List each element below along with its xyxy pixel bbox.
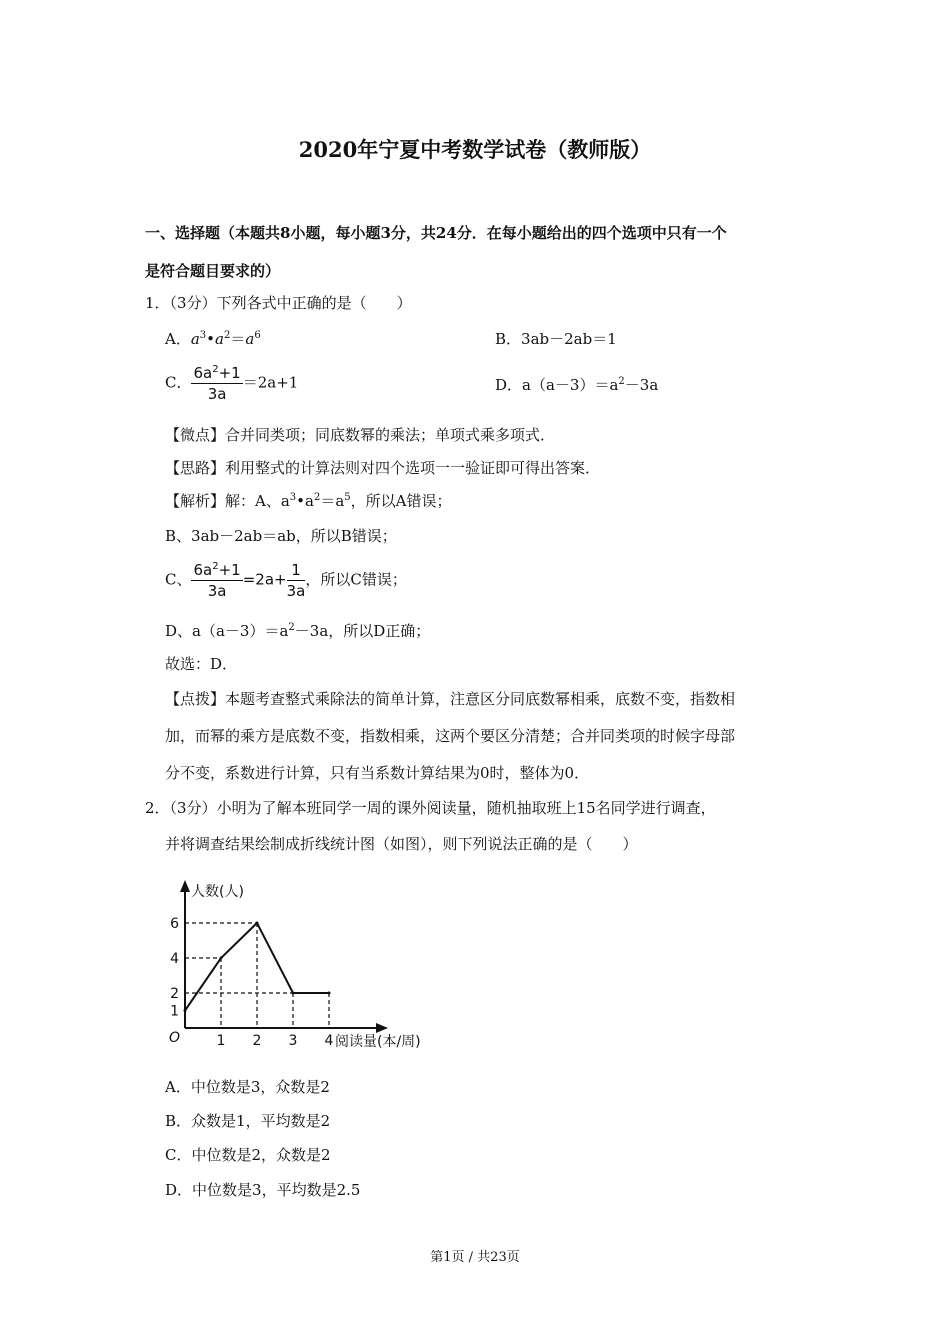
x-tick-label: 4 xyxy=(324,1033,334,1049)
line-chart xyxy=(160,876,460,1056)
series-point xyxy=(256,922,259,925)
q1-option-a xyxy=(165,328,261,349)
q1-option-d-label: D． xyxy=(495,376,523,394)
q2-stem-line2: 并将调查结果绘制成折线统计图（如图），则下列说法正确的是（ ） xyxy=(165,835,638,853)
q1-jiexi-d-pre: D、a（a－3）＝a xyxy=(165,622,289,640)
section-heading-line2: 是符合题目要求的） xyxy=(145,262,281,280)
q1-option-c-num-base: 6a xyxy=(193,364,213,382)
chart-guides xyxy=(185,923,329,1028)
q1-jiexi-c-num-exp: 2 xyxy=(212,561,219,572)
series-point xyxy=(220,957,223,960)
q1-jiexi-a-exp1: 3 xyxy=(289,492,297,503)
q1-jiexi-a-mid1: •a xyxy=(296,492,314,510)
q1-jiexi-c xyxy=(165,561,407,600)
y-tick-label: 4 xyxy=(170,951,179,967)
q1-jiexi-c-denominator1: 3a xyxy=(207,582,227,600)
q1-option-c-label: C． xyxy=(165,373,192,392)
page-title: 2020年宁夏中考数学试卷（教师版） xyxy=(298,137,652,162)
x-tick-label: 2 xyxy=(252,1033,262,1049)
q1-jiexi-c-fraction1 xyxy=(191,561,242,600)
q2-option-b: B．众数是1，平均数是2 xyxy=(165,1112,331,1130)
x-axis-arrow xyxy=(376,1023,388,1033)
q1-option-a-exp2: 2 xyxy=(223,330,231,341)
q1-dianbo-line1: 【点拨】本题考查整式乘除法的简单计算，注意区分同底数幂相乘，底数不变，指数相 xyxy=(165,690,736,708)
q1-option-a-exp1: 3 xyxy=(199,330,207,341)
x-tick-label: 3 xyxy=(288,1033,298,1049)
q1-option-b-label: B． xyxy=(495,330,522,348)
x-axis-label: 阅读量(本/周) xyxy=(335,1034,421,1050)
q1-stem: 1．（3分）下列各式中正确的是（ ） xyxy=(145,294,412,312)
x-tick-label: 1 xyxy=(216,1033,226,1049)
q1-jiexi-d-exp: 2 xyxy=(288,622,295,633)
q1-silu: 【思路】利用整式的计算法则对四个选项一一验证即可得出答案． xyxy=(165,459,601,477)
section-heading-line1: 一、选择题（本题共8小题，每小题3分，共24分．在每小题给出的四个选项中只有一个 xyxy=(145,224,727,242)
q1-option-b-text: 3ab－2ab＝1 xyxy=(521,330,617,348)
series-point xyxy=(328,992,331,995)
q1-jiexi-a-exp3: 5 xyxy=(344,492,351,503)
q1-jiexi-a-post: ，所以A错误； xyxy=(350,492,452,510)
q1-jiexi-d-post: －3a，所以D正确； xyxy=(294,622,431,640)
y-axis-label: 人数(人) xyxy=(191,884,244,900)
q2-option-c: C．中位数是2，众数是2 xyxy=(165,1146,331,1164)
q2-option-d: D．中位数是3，平均数是2.5 xyxy=(165,1181,361,1199)
q1-jiexi-c-numerator2: 1 xyxy=(287,561,306,581)
q1-option-a-eq: ＝ xyxy=(230,330,246,348)
q1-option-a-exp3: 6 xyxy=(254,330,261,341)
q1-option-a-label: A． xyxy=(165,330,191,348)
q1-jiexi-c-label: C、 xyxy=(165,570,192,589)
q1-weidian: 【微点】合并同类项；同底数幂的乘法；单项式乘多项式． xyxy=(165,426,556,444)
series-point xyxy=(292,992,295,995)
q1-jiexi-a-pre: 【解析】解：A、a xyxy=(165,492,290,510)
q1-option-c-rest: ＝2a+1 xyxy=(242,373,299,392)
q1-option-c-numerator xyxy=(191,364,242,384)
q1-option-c-num-exp: 2 xyxy=(212,364,219,375)
y-axis-arrow xyxy=(180,880,190,892)
y-tick-label: 6 xyxy=(170,916,179,932)
q1-jiexi-a-mid2: ＝a xyxy=(320,492,345,510)
y-tick-label: 1 xyxy=(170,1003,179,1020)
q1-jiexi-c-denominator2: 3a xyxy=(286,582,306,600)
q1-option-d-pre: a（a－3）＝a xyxy=(522,376,619,394)
q1-dianbo-line3: 分不变，系数进行计算，只有当系数计算结果为0时，整体为0． xyxy=(165,764,590,782)
q1-option-a-dot: • xyxy=(206,330,216,348)
q1-option-c-denominator: 3a xyxy=(207,385,227,403)
q1-jiexi-a xyxy=(165,490,452,511)
origin-label: O xyxy=(169,1030,181,1046)
page-footer: 第1页 / 共23页 xyxy=(430,1250,520,1265)
q1-jiexi-c-mid: =2a+ xyxy=(242,570,287,589)
q1-answer: 故选：D． xyxy=(165,655,238,673)
chart-labels xyxy=(169,883,421,1050)
y-tick-label: 2 xyxy=(170,986,179,1002)
q1-option-a-base2: a xyxy=(215,330,224,348)
q2-option-a: A．中位数是3，众数是2 xyxy=(165,1078,330,1096)
q1-jiexi-c-fraction2 xyxy=(287,561,306,600)
q1-option-a-base1: a xyxy=(190,330,200,348)
q1-jiexi-d xyxy=(165,620,430,641)
q1-jiexi-c-num-rest: +1 xyxy=(218,561,241,579)
q1-jiexi-c-num-base: 6a xyxy=(193,561,213,579)
q1-option-b xyxy=(495,328,617,349)
q1-option-c xyxy=(165,364,298,403)
q2-stem-line1: 2．（3分）小明为了解本班同学一周的课外阅读量，随机抽取班上15名同学进行调查， xyxy=(145,799,716,817)
q1-option-a-base3: a xyxy=(245,330,255,348)
q1-option-d xyxy=(495,374,658,395)
q1-jiexi-a-exp2: 2 xyxy=(313,492,321,503)
q1-dianbo-line2: 加，而幂的乘方是底数不变，指数相乘，这两个要区分清楚；合并同类项的时候字母部 xyxy=(165,727,736,745)
q1-jiexi-c-numerator1 xyxy=(191,561,242,581)
q1-jiexi-b: B、3ab－2ab＝ab，所以B错误； xyxy=(165,527,397,545)
q1-jiexi-c-post: ，所以C错误； xyxy=(305,570,407,589)
q1-option-c-fraction xyxy=(191,364,242,403)
chart-axes xyxy=(180,880,388,1033)
series-point xyxy=(184,1009,187,1012)
q1-option-c-num-rest: +1 xyxy=(218,364,241,382)
q1-option-d-exp: 2 xyxy=(618,376,625,387)
q1-option-d-post: －3a xyxy=(624,376,659,394)
